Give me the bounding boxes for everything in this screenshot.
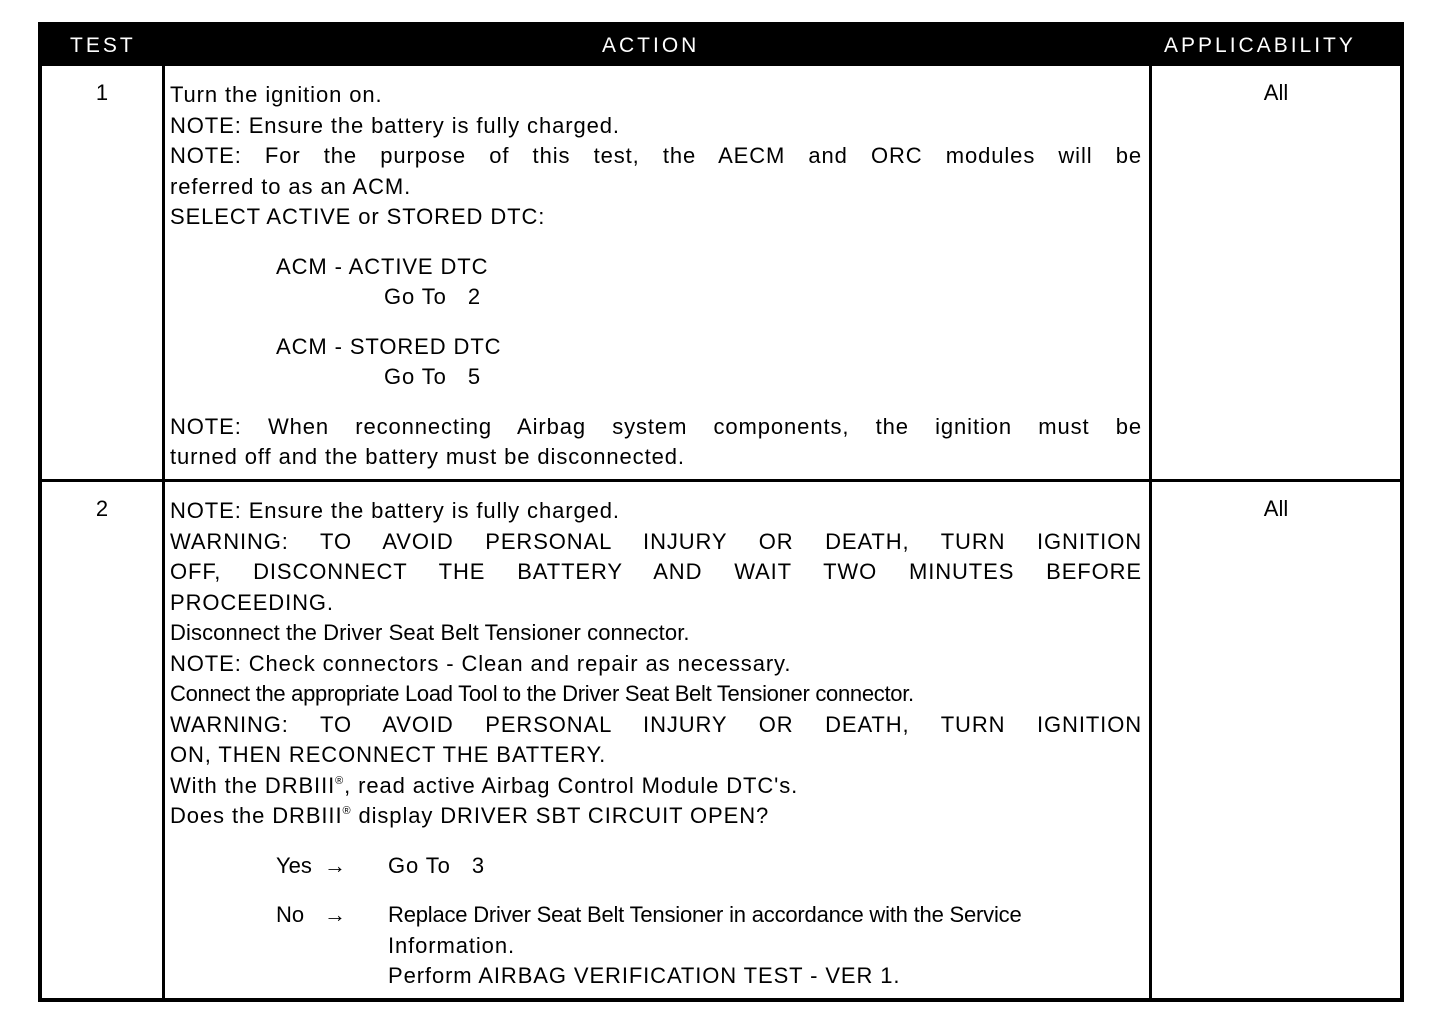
no-label: No	[276, 902, 305, 927]
action-line: NOTE: For the purpose of this test, the AECM and ORC modules will be	[170, 143, 1142, 168]
action-line: NOTE: Check connectors - Clean and repair as necessary.	[170, 650, 792, 676]
action-line: NOTE: Ensure the battery is fully charged.	[170, 498, 620, 523]
no-result-line: Perform AIRBAG VERIFICATION TEST - VER 1.	[388, 963, 901, 988]
action-line: Disconnect the Driver Seat Belt Tensioner connector.	[170, 620, 690, 645]
test-number: 2	[95, 496, 109, 521]
action-line: WARNING: TO AVOID PERSONAL INJURY OR DEATH, TURN IGNITION	[170, 528, 1142, 554]
action-line: PROCEEDING.	[170, 589, 334, 615]
registered-mark: ®	[342, 805, 352, 817]
right-arrow-icon: →	[324, 902, 346, 927]
table-header	[42, 26, 1400, 66]
header-test: TEST	[70, 34, 136, 57]
yes-label: Yes	[276, 852, 312, 878]
table-row	[42, 482, 1400, 1002]
action-line: WARNING: TO AVOID PERSONAL INJURY OR DEATH, TURN IGNITION	[170, 711, 1142, 737]
action-line: referred to as an ACM.	[170, 173, 412, 199]
action-line: Connect the appropriate Load Tool to the Driver Seat Belt Tensioner connector.	[170, 681, 914, 706]
option-label: ACM - STORED DTC	[276, 333, 502, 359]
action-line: NOTE: Ensure the battery is fully charged.	[170, 112, 620, 138]
yes-result: Go To 3	[388, 852, 485, 878]
right-arrow-icon: →	[324, 852, 346, 878]
diagnostic-test-table	[38, 22, 1404, 1002]
drb-read-line	[170, 771, 1142, 802]
drb-text: display DRIVER SBT CIRCUIT OPEN?	[351, 803, 770, 828]
note-line: turned off and the battery must be disconnected.	[170, 444, 685, 469]
option-label: ACM - ACTIVE DTC	[276, 253, 489, 279]
no-result	[388, 900, 1142, 992]
no-branch	[170, 900, 1142, 992]
action-line: OFF, DISCONNECT THE BATTERY AND WAIT TWO MINUTES BEFORE	[170, 559, 1142, 584]
action-line: SELECT ACTIVE or STORED DTC:	[170, 204, 546, 229]
option-goto: Go To 5	[384, 364, 481, 389]
action-cell	[170, 80, 1142, 473]
action-line: Turn the ignition on.	[170, 82, 383, 107]
applicability-value: All	[1263, 496, 1289, 521]
test-number: 1	[95, 80, 109, 105]
option-goto: Go To 2	[384, 284, 481, 309]
no-result-line: Information.	[388, 932, 515, 958]
registered-mark: ®	[335, 774, 345, 787]
yes-branch	[170, 851, 1142, 882]
applicability-value: All	[1263, 80, 1289, 105]
drb-text: Does the DRBIII	[170, 803, 343, 828]
drb-text: With the DRBIII	[170, 772, 336, 798]
action-line: ON, THEN RECONNECT THE BATTERY.	[170, 742, 607, 767]
note-line: NOTE: When reconnecting Airbag system components, the ignition must be	[170, 413, 1142, 439]
header-action: ACTION	[602, 34, 700, 57]
drb-question-line	[170, 801, 1142, 832]
header-applicability: APPLICABILITY	[1164, 34, 1356, 57]
no-result-line: Replace Driver Seat Belt Tensioner in accordance with the Service	[388, 902, 1022, 927]
action-cell	[170, 496, 1142, 992]
drb-text: , read active Airbag Control Module DTC's.	[344, 772, 799, 798]
table-row	[42, 66, 1400, 479]
